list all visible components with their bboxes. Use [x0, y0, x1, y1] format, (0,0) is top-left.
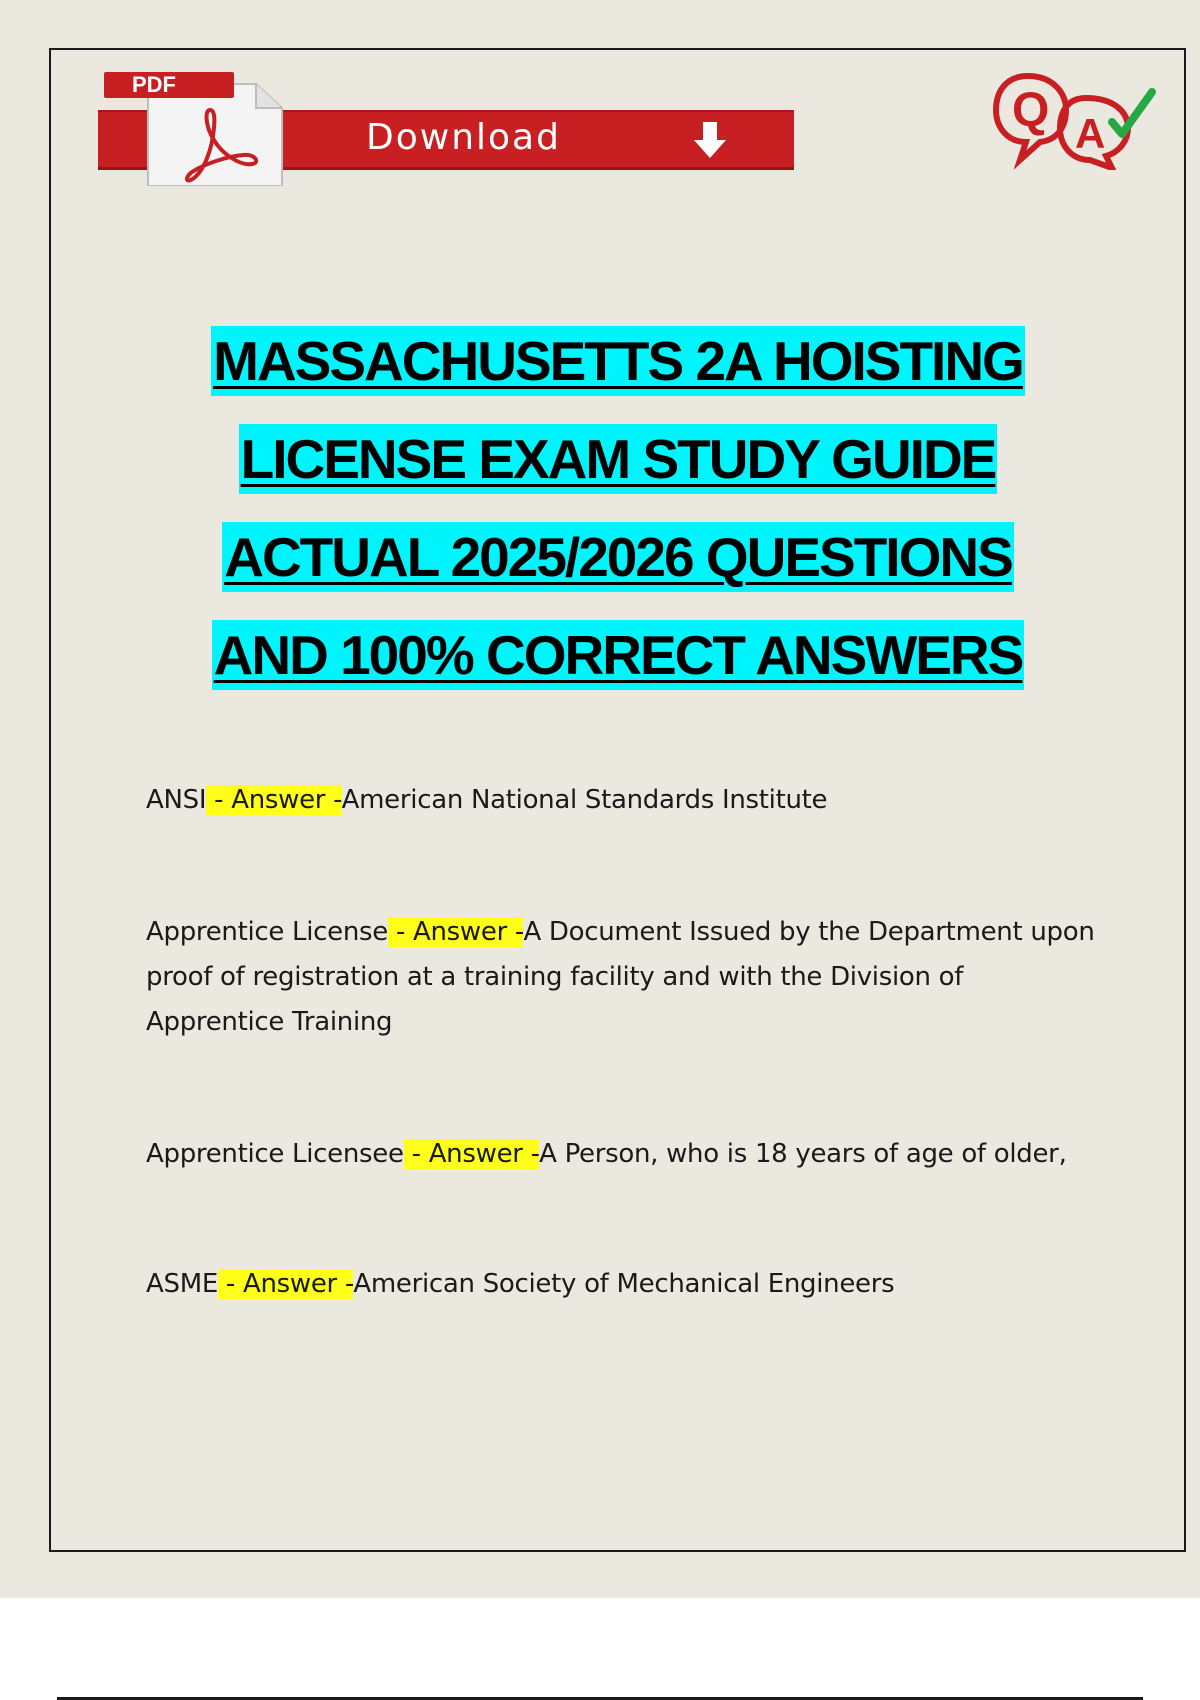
logo-a-letter: A [1075, 110, 1106, 157]
qa-entry [146, 778, 1106, 823]
title-line: MASSACHUSETTS 2A HOISTING [60, 312, 1176, 410]
download-label: Download [366, 117, 561, 158]
logo-q-letter: Q [1012, 84, 1050, 137]
answer-marker: - Answer - [217, 1269, 354, 1299]
qa-entry [146, 1132, 1106, 1177]
title-line: ACTUAL 2025/2026 QUESTIONS [60, 508, 1176, 606]
title-line: LICENSE EXAM STUDY GUIDE [60, 410, 1176, 508]
qa-entry [146, 1262, 1106, 1307]
checkmark-icon [1112, 92, 1152, 134]
entry-term: Apprentice License [146, 917, 388, 947]
pdf-label: PDF [104, 72, 234, 98]
qa-logo [990, 70, 1160, 170]
document-title [60, 312, 1176, 704]
entry-term: ANSI [146, 785, 207, 815]
pdf-download-button[interactable] [98, 70, 794, 176]
entry-term: ASME [146, 1269, 218, 1299]
entry-definition: American Society of Mechanical Engineers [353, 1269, 895, 1299]
title-line: AND 100% CORRECT ANSWERS [60, 606, 1176, 704]
download-arrow-icon [688, 118, 732, 162]
entry-definition: A Document Issued by the Department upon proof of registration at a training facility and with the Division of Apprentice Training [146, 917, 1095, 1037]
answer-marker: - Answer - [387, 917, 524, 947]
entry-term: Apprentice Licensee [146, 1139, 404, 1169]
entry-definition: A Person, who is 18 years of age of older, [539, 1139, 1067, 1169]
entry-definition: American National Standards Institute [341, 785, 828, 815]
answer-marker: - Answer - [403, 1139, 540, 1169]
qa-entry [146, 910, 1106, 1045]
answer-marker: - Answer - [206, 785, 342, 815]
